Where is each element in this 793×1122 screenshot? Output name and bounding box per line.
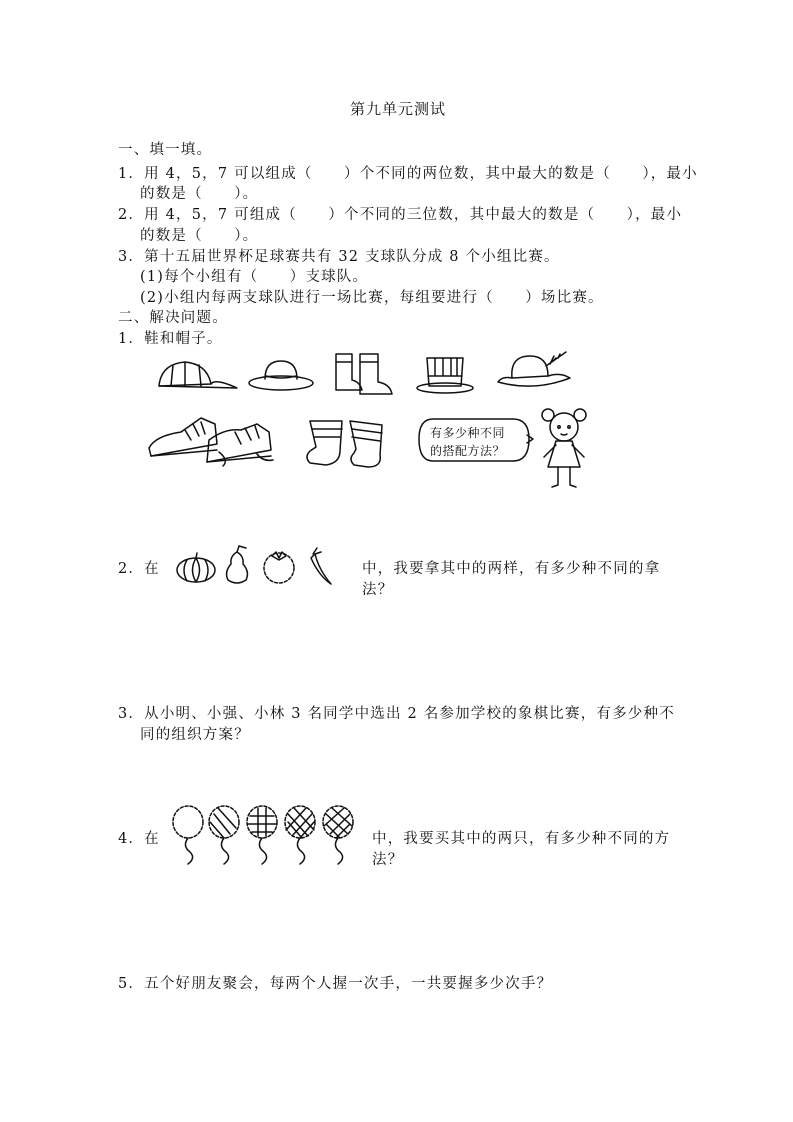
problem-4-line-1: 中，我要买其中的两只，有多少种不同的方: [372, 831, 671, 847]
problem-2-prefix: 2．在: [118, 561, 160, 577]
question-3-sub-1: (1)每个小组有（ ）支球队。: [140, 269, 369, 285]
socks-icon: [302, 415, 398, 471]
problem-3-line-1: 3．从小明、小强、小林 3 名同学中选出 2 名参加学校的象棋比赛，有多少种不: [118, 706, 675, 722]
problem-2-line-1: 中，我要拿其中的两样，有多少种不同的拿: [362, 561, 661, 577]
problem-5: 5．五个好朋友聚会，每两个人握一次手，一共要握多少次手？: [118, 976, 553, 992]
question-3-line-1: 3．第十五届世界杯足球赛共有 32 支球队分成 8 个小组比赛。: [118, 249, 560, 265]
speech-bubble: [415, 415, 533, 467]
question-1-line-1: 1．用 4，5，7 可以组成（ ）个不同的两位数，其中最大的数是（ ），最小: [118, 166, 698, 182]
problem-3-line-2: 同的组织方案？: [140, 727, 250, 743]
problem-1-title: 1．鞋和帽子。: [118, 331, 223, 347]
girl-icon: [536, 405, 592, 491]
speech-bubble-line-2: 的搭配方法？: [430, 444, 506, 458]
balloon-icon: [173, 806, 203, 864]
balloon-group: [170, 804, 360, 866]
tomato-icon: [258, 548, 300, 584]
sneakers-icon: [145, 410, 275, 468]
cap-icon: [155, 358, 239, 392]
top-hat-icon: [415, 352, 475, 396]
question-1-line-2: 的数是（ ）。: [140, 186, 259, 202]
problem-4-prefix: 4．在: [118, 831, 160, 847]
section-heading-fill: 一、填一填。: [118, 142, 213, 158]
pepper-icon: [305, 546, 337, 588]
question-2-line-1: 2．用 4，5，7 可组成（ ）个不同的三位数，其中最大的数是（ ），最小: [118, 207, 683, 223]
boots-icon: [330, 350, 396, 398]
round-hat-icon: [247, 357, 315, 393]
problem-2-line-2: 法？: [362, 582, 394, 598]
balloon-icon: [209, 806, 239, 864]
question-2-line-2: 的数是（ ）。: [140, 228, 259, 244]
page-title: 第九单元测试: [350, 100, 447, 118]
problem-4-line-2: 法？: [372, 852, 404, 868]
balloon-icon: [323, 806, 353, 864]
balloon-icon: [285, 806, 315, 864]
feather-hat-icon: [494, 348, 574, 396]
speech-bubble-line-1: 有多少种不同: [430, 426, 506, 440]
question-3-sub-2: (2)小组内每两支球队进行一场比赛，每组要进行（ ）场比赛。: [140, 290, 604, 306]
section-heading-solve: 二、解决问题。: [118, 310, 228, 326]
pear-icon: [222, 544, 252, 586]
pumpkin-icon: [175, 552, 217, 584]
balloon-icon: [247, 806, 277, 864]
